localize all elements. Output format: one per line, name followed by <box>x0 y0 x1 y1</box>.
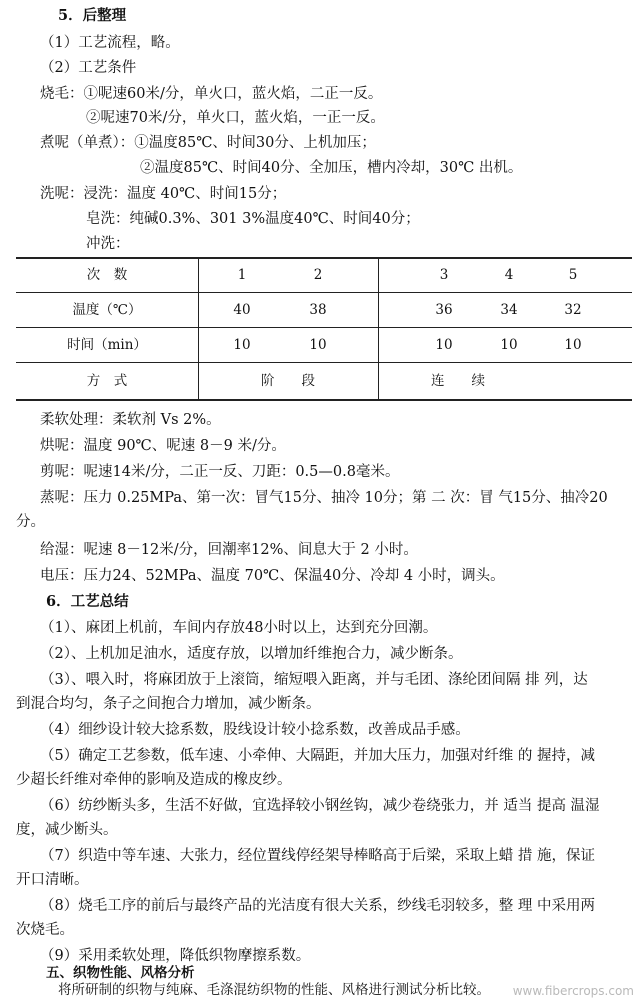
table-cell: 5 <box>568 267 578 283</box>
boiling-line-2: ②温度85℃、时间40分、全加压，槽内冷却，30℃ 出机。 <box>140 160 523 176</box>
table-cell: 10 <box>564 337 582 353</box>
table-header-mode: 方 式 <box>86 373 128 389</box>
summary-point-2: （2）、上机加足油水，适度存放，以增加纤维抱合力，减少断条。 <box>40 646 463 662</box>
section-v-paragraph: 将所研制的织物与纯麻、毛涤混纺织物的性能、风格进行测试分析比较。 <box>58 982 490 998</box>
summary-point-3-line-2: 到混合均匀，条子之间抱合力增加，减少断条。 <box>16 696 321 712</box>
table-cell: 38 <box>309 302 327 318</box>
summary-point-6-line-1: （6）纺纱断头多，生活不好做，宜选择较小钢丝钩，减少卷绕张力，并 适当 提高 温湿 <box>40 798 600 814</box>
table-cell: 10 <box>500 337 518 353</box>
moistening-line: 给湿：呢速 8－12米/分，回潮率12%、间息大于 2 小时。 <box>40 542 418 558</box>
table-header-temperature: 温度（℃） <box>72 302 142 318</box>
summary-point-6-line-2: 度，减少断头。 <box>16 822 118 838</box>
table-cell: 10 <box>435 337 453 353</box>
summary-point-5-line-2: 少超长纤维对牵伸的影响及造成的橡皮纱。 <box>16 772 292 788</box>
summary-point-7-line-2: 开口清晰。 <box>16 872 89 888</box>
table-cell: 40 <box>233 302 251 318</box>
drying-line: 烘呢：温度 90℃、呢速 8－9 米/分。 <box>40 438 286 454</box>
watermark: www.fibercrops.com <box>512 984 634 998</box>
process-flow-item: （1）工艺流程，略。 <box>40 35 180 51</box>
singeing-line-1: 烧毛：①呢速60米/分，单火口，蓝火焰，二正一反。 <box>40 86 383 102</box>
steaming-line-2: 分。 <box>16 514 45 530</box>
section-v-title: 五、织物性能、风格分析 <box>46 965 195 981</box>
summary-point-5-line-1: （5）确定工艺参数，低车速、小牵伸、大隔距，并加大压力，加强对纤维 的 握持，减 <box>40 748 595 764</box>
softening-line: 柔软处理：柔软剂 Vs 2%。 <box>40 412 221 428</box>
boiling-line-1: 煮呢（单煮）：①温度85℃、时间30分、上机加压； <box>40 135 376 151</box>
section-6-title: 6．工艺总结 <box>46 593 129 610</box>
table-cell: 32 <box>564 302 582 318</box>
table-cell: 10 <box>233 337 251 353</box>
table-cell: 2 <box>313 267 323 283</box>
summary-point-4: （4）细纱设计较大捻系数，股线设计较小捻系数，改善成品手感。 <box>40 722 470 738</box>
table-cell: 4 <box>504 267 514 283</box>
table-header-count: 次 数 <box>86 267 128 283</box>
pressing-line: 电压：压力24、52MPa、温度 70℃、保温40分、冷却 4 小时，调头。 <box>40 568 505 584</box>
table-cell: 3 <box>439 267 449 283</box>
washing-line-1: 洗呢：浸洗：温度 40℃、时间15分； <box>40 186 287 202</box>
table-cell: 1 <box>237 267 247 283</box>
washing-table <box>16 257 632 401</box>
table-mode-continuous: 连 续 <box>431 373 485 389</box>
steaming-line-1: 蒸呢：压力 0.25MPa、第一次：冒气15分、抽冷 10分；第 二 次：冒 气15分、抽冷20 <box>40 490 608 506</box>
singeing-line-2: ②呢速70米/分，单火口，蓝火焰，一正一反。 <box>86 110 385 126</box>
table-cell: 34 <box>500 302 518 318</box>
summary-point-8-line-2: 次烧毛。 <box>16 922 74 938</box>
shearing-line: 剪呢：呢速14米/分，二正一反、刀距：0.5—0.8毫米。 <box>40 464 400 480</box>
table-cell: 10 <box>309 337 327 353</box>
section-5-title: 5．后整理 <box>58 7 127 24</box>
table-cell: 36 <box>435 302 453 318</box>
table-mode-stage: 阶 段 <box>261 373 315 389</box>
summary-point-3-line-1: （3）、喂入时，将麻团放于上滚筒，缩短喂入距离，并与毛团、涤纶团间隔 排 列，达 <box>40 672 588 688</box>
process-conditions-item: （2）工艺条件 <box>40 60 137 76</box>
washing-line-2: 皂洗：纯碱0.3%、301 3%温度40℃、时间40分； <box>86 211 420 227</box>
summary-point-9: （9）采用柔软处理，降低织物摩擦系数。 <box>40 948 311 964</box>
washing-line-3: 冲洗： <box>86 236 130 252</box>
summary-point-1: （1）、麻团上机前，车间内存放48小时以上，达到充分回潮。 <box>40 620 438 636</box>
summary-point-7-line-1: （7）织造中等车速、大张力，经位置线停经架导棒略高于后梁，采取上蜡 措 施，保证 <box>40 848 595 864</box>
table-header-time: 时间（min） <box>67 337 147 353</box>
summary-point-8-line-1: （8）烧毛工序的前后与最终产品的光洁度有很大关系，纱线毛羽较多，整 理 中采用两 <box>40 898 595 914</box>
